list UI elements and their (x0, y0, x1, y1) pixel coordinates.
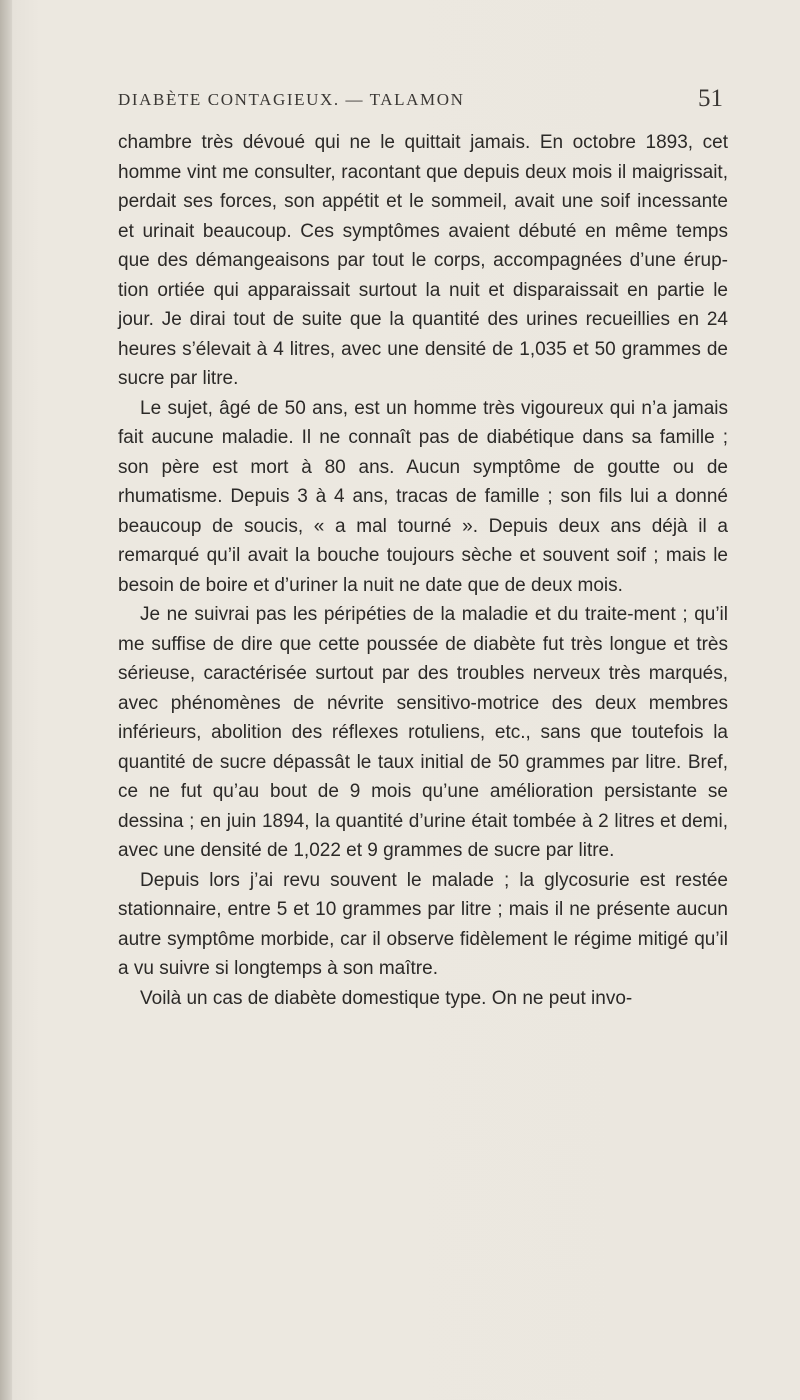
page-number: 51 (698, 85, 723, 112)
paragraph-continuation: chambre très dévoué qui ne le quittait jamais. En octobre 1893, cet homme vint me consulter, racontant que depuis deux mois il maigrissait, perdait ses forces, son appétit et le sommeil, avait une soif incessante et urinait beaucoup. Ces symptômes avaient débuté en même temps que des démangeaisons par tout le corps, accompagnées d’une érup-tion ortiée qui apparaissait surtout la nuit et disparaissait en partie le jour. Je dirai tout de suite que la quantité des urines recueillies en 24 heures s’élevait à 4 litres, avec une densité de 1,035 et 50 grammes de sucre par litre. (118, 132, 728, 389)
page-binding-edge (0, 0, 12, 1400)
body-text (118, 128, 728, 1013)
paragraph: Le sujet, âgé de 50 ans, est un homme très vigoureux qui n’a jamais fait aucune maladie. Il ne connaît pas de diabétique dans sa famille ; son père est mort à 80 ans. Aucun symptôme de goutte ou de rhumatisme. Depuis 3 à 4 ans, tracas de famille ; son fils lui a donné beaucoup de soucis, « a mal tourné ». Depuis deux ans déjà il a remarqué qu’il avait la bouche toujours sèche et souvent soif ; mais le besoin de boire et d’uriner la nuit ne date que de deux mois. (118, 397, 728, 596)
paragraph: Depuis lors j’ai revu souvent le malade ; la glycosurie est restée stationnaire, entre 5 et 10 grammes par litre ; mais il ne présente aucun autre symptôme morbide, car il observe fidèlement le régime mitigé qu’il a vu suivre si longtemps à son maître. (118, 869, 728, 979)
page-header (118, 85, 723, 120)
running-title: DIABÈTE CONTAGIEUX. — TALAMON (118, 90, 465, 109)
paragraph: Voilà un cas de diabète domestique type. On ne peut invo- (140, 987, 633, 1009)
paragraph: Je ne suivrai pas les péripéties de la maladie et du traite-ment ; qu’il me suffise de dire que cette poussée de diabète fut très longue et très sérieuse, caractérisée surtout par des troubles nerveux très marqués, avec phénomènes de névrite sensitivo-motrice des deux membres inférieurs, abolition des réflexes rotuliens, etc., sans que toutefois la quantité de sucre dépassât le taux initial de 50 grammes par litre. Bref, ce ne fut qu’au bout de 9 mois qu’une amélioration persistante se dessina ; en juin 1894, la quantité d’urine était tombée à 2 litres et demi, avec une densité de 1,022 et 9 grammes de sucre par litre. (118, 604, 728, 861)
